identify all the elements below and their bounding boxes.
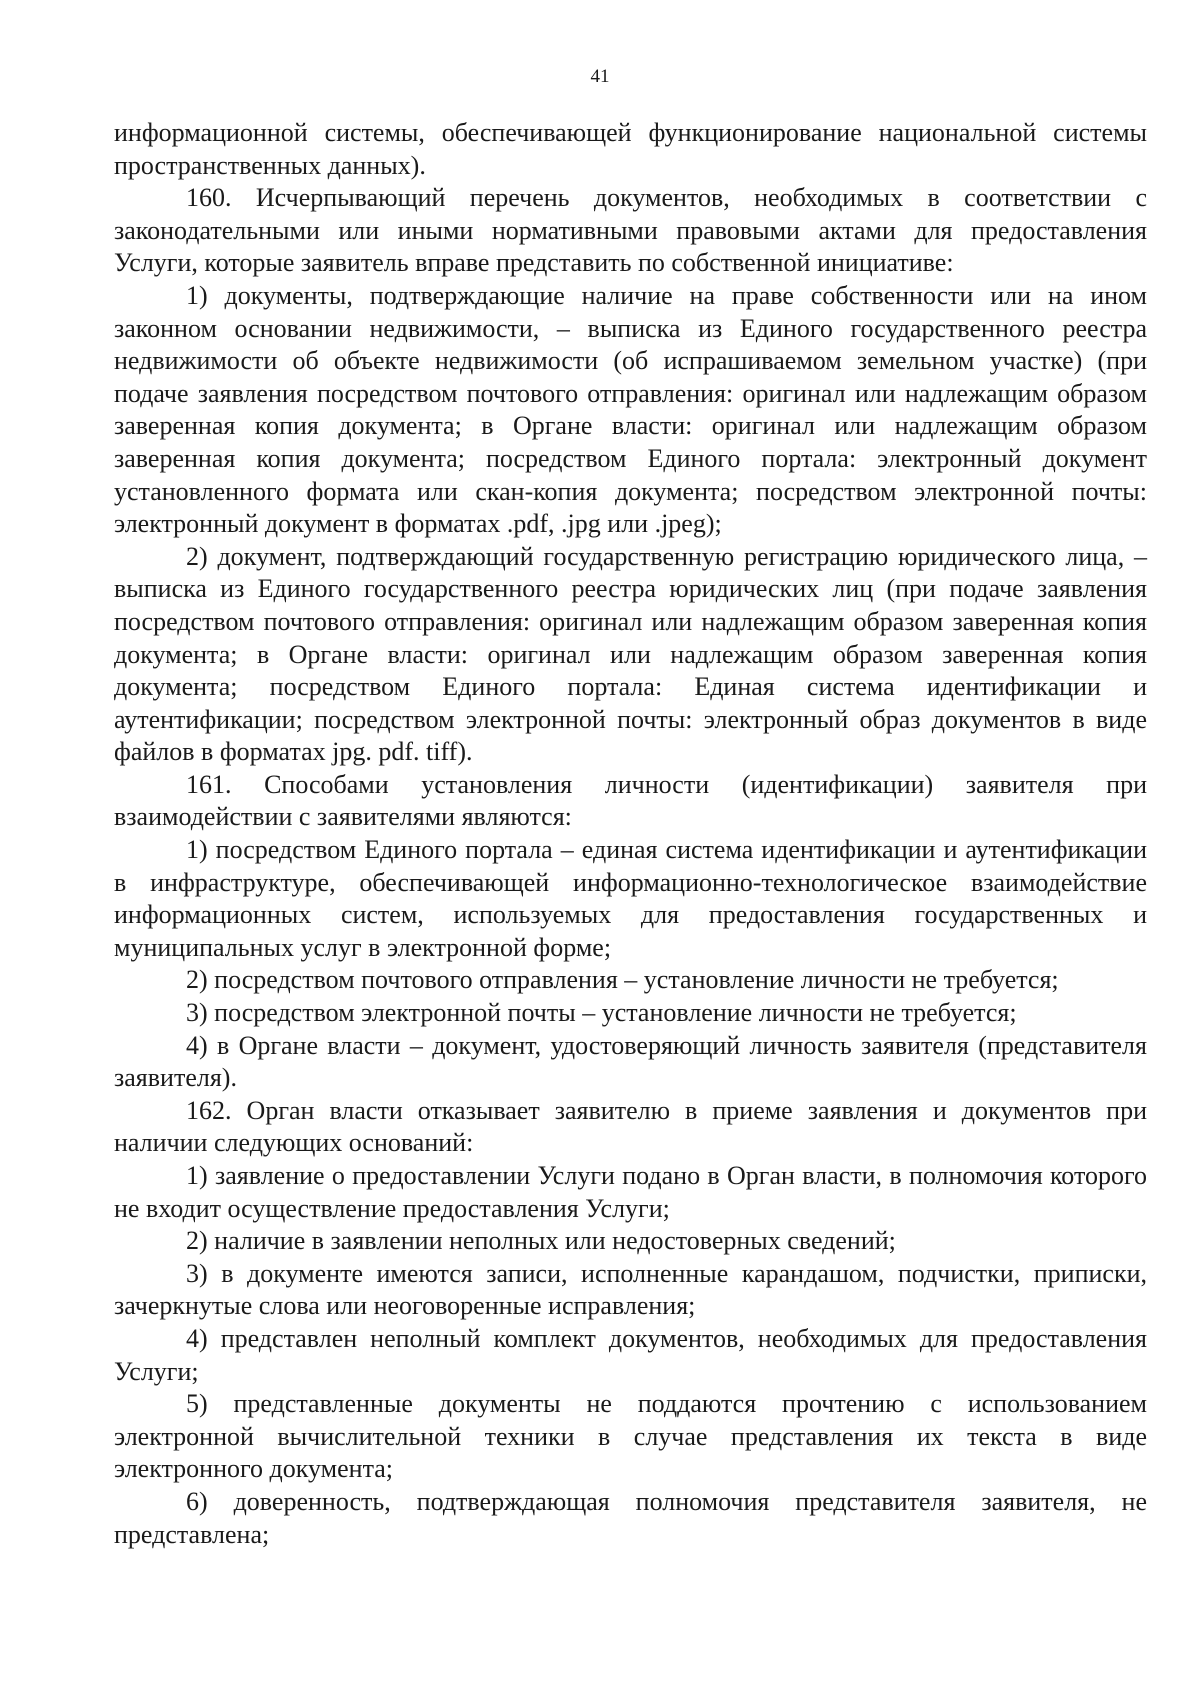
paragraph-continuation: информационной системы, обеспечивающей функционирование национальной системы пространственных данных).	[114, 118, 1147, 180]
paragraph-161-item-4: 4) в Органе власти – документ, удостоверяющий личность заявителя (представителя заявителя).	[114, 1030, 1147, 1093]
paragraph-162-item-3: 3) в документе имеются записи, исполненные карандашом, подчистки, приписки, зачеркнутые слова или неоговоренные исправления;	[114, 1258, 1147, 1321]
paragraph-161-item-2: 2) посредством почтового отправления – установление личности не требуется;	[186, 965, 1059, 995]
paragraph-160-item-2: 2) документ, подтверждающий государственную регистрацию юридического лица, – выписка из Единого государственного реестра юридических лиц (при подаче заявления посредством почтового отправления: оригинал или надлежащим образом заверенная копия документа; в Органе власти: оригинал или надлежащим образом заверенная копия документа; посредством Единого портала: Единая система идентификации и аутентификации; посредством электронной почты: электронный образ документов в виде файлов в форматах jpg. pdf. tiff).	[114, 541, 1147, 767]
paragraph-160-item-1: 1) документы, подтверждающие наличие на праве собственности или на ином законном основании недвижимости, – выписка из Единого государственного реестра недвижимости об объекте недвижимости (об испрашиваемом земельном участке) (при подаче заявления посредством почтового отправления: оригинал или надлежащим образом заверенная копия документа; в Органе власти: оригинал или надлежащим образом заверенная копия документа; посредством Единого портала: электронный документ установленного формата или скан-копия документа; посредством электронной почты: электронный документ в форматах .pdf, .jpg или .jpeg);	[114, 280, 1147, 539]
paragraph-160: 160. Исчерпывающий перечень документов, необходимых в соответствии с законодательными или иными нормативными правовыми актами для предоставления Услуги, которые заявитель вправе представить по собственной инициативе:	[114, 183, 1147, 278]
page-number: 41	[590, 66, 610, 87]
paragraph-162-item-1: 1) заявление о предоставлении Услуги подано в Орган власти, в полномочия которого не входит осуществление предоставления Услуги;	[114, 1161, 1147, 1223]
paragraph-162-item-5: 5) представленные документы не поддаются прочтению с использованием электронной вычислительной техники в случае представления их текста в виде электронного документа;	[114, 1389, 1147, 1484]
paragraph-161: 161. Способами установления личности (идентификации) заявителя при взаимодействии с заявителями являются:	[114, 769, 1147, 832]
paragraph-162-item-4: 4) представлен неполный комплект документов, необходимых для предоставления Услуги;	[114, 1323, 1147, 1386]
paragraph-161-item-3: 3) посредством электронной почты – установление личности не требуется;	[186, 998, 1017, 1028]
paragraph-162-item-2: 2) наличие в заявлении неполных или недостоверных сведений;	[186, 1226, 896, 1256]
paragraph-162: 162. Орган власти отказывает заявителю в приеме заявления и документов при наличии следующих оснований:	[114, 1095, 1147, 1158]
document-body	[114, 117, 1147, 1551]
paragraph-162-item-6: 6) доверенность, подтверждающая полномочия представителя заявителя, не представлена;	[114, 1486, 1147, 1549]
paragraph-161-item-1: 1) посредством Единого портала – единая система идентификации и аутентификации в инфраструктуре, обеспечивающей информационно-технологическое взаимодействие информационных систем, используемых для предоставления государственных и муниципальных услуг в электронной форме;	[114, 835, 1147, 962]
